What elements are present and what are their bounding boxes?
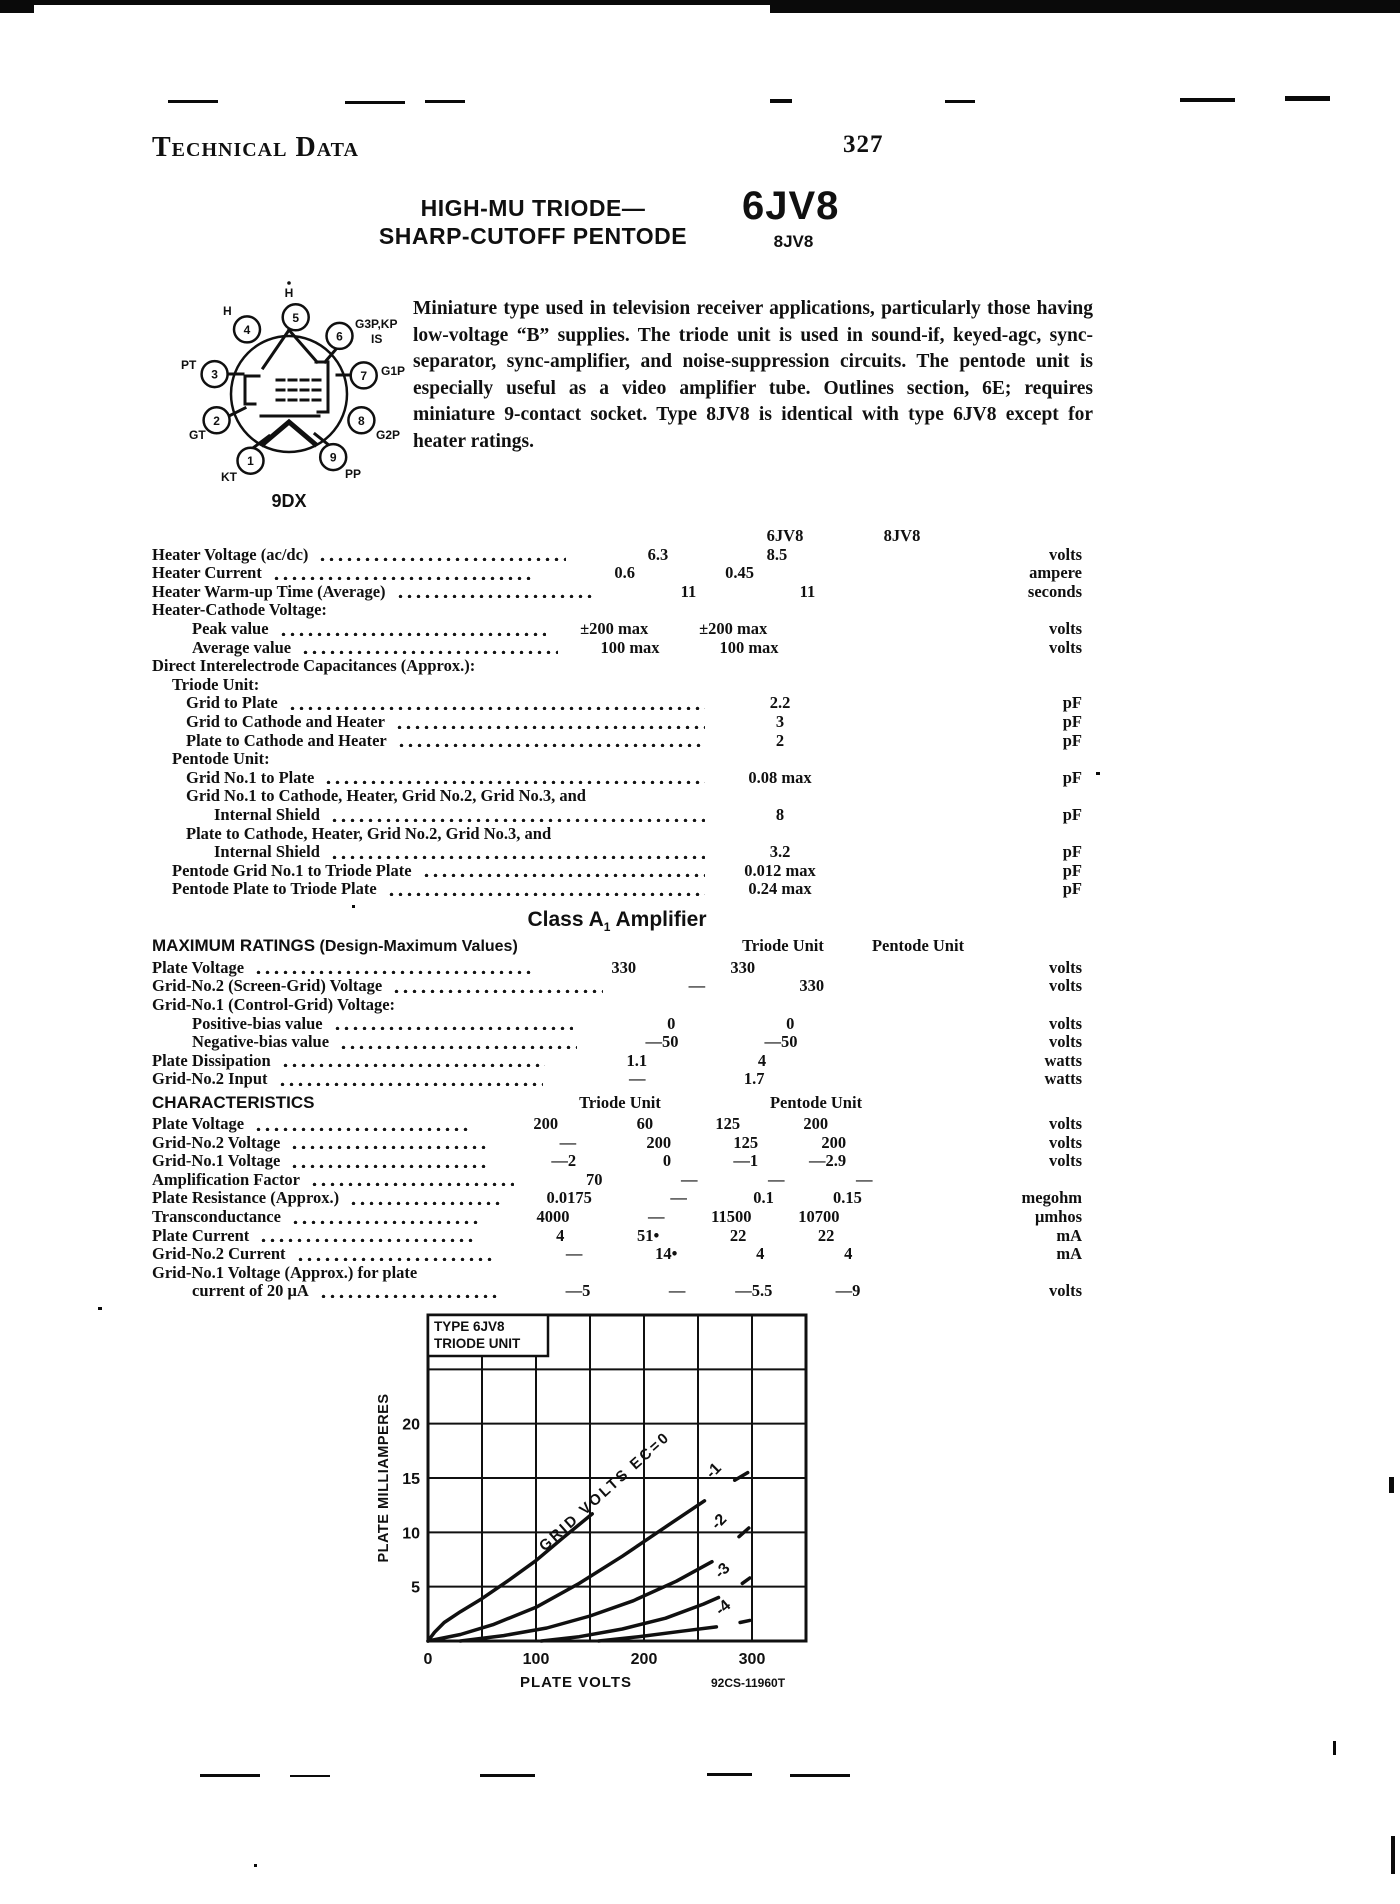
row-label: Grid No.1 to Cathode, Heater, Grid No.2, Grid No.3, and [186, 786, 586, 806]
scan-artifact [1333, 1741, 1336, 1755]
dot-leader [339, 1042, 576, 1049]
table-row [152, 639, 1082, 658]
pin-label-pp: PP [345, 467, 362, 481]
chart-title-line-1: TYPE 6JV8 [434, 1319, 505, 1334]
value: 8 [775, 804, 785, 824]
row-label: Pentode Plate to Triode Plate [172, 879, 377, 899]
value-pentode-1: 14• [655, 1244, 678, 1264]
y-tick-label: 10 [402, 1525, 420, 1543]
value-pentode: 330 [730, 957, 756, 977]
unit: mA [1056, 1244, 1082, 1264]
x-axis-label: PLATE VOLTS [519, 1674, 633, 1691]
value-pentode-3: 4 [844, 1244, 853, 1264]
maximum-ratings-paren: (Design-Maximum Values) [315, 937, 518, 955]
dot-leader [279, 629, 547, 636]
x-tick-label: 0 [423, 1651, 433, 1668]
row-label: Average value [192, 637, 292, 657]
value-6jv8: 6.3 [647, 544, 669, 564]
value-pentode-1: — [668, 1281, 686, 1301]
dot-leader [296, 1254, 494, 1261]
scan-artifact [98, 1307, 102, 1310]
value-pentode-2: 125 [715, 1114, 741, 1134]
value-pentode-3: 200 [821, 1132, 847, 1152]
unit: pF [1062, 842, 1082, 862]
unit: pF [1062, 693, 1082, 713]
pin-number: 7 [360, 368, 368, 383]
page-number: 327 [843, 131, 884, 158]
scan-artifact [770, 0, 1400, 13]
pin-label-g1p: G1P [381, 364, 406, 378]
dot-leader [281, 1060, 545, 1067]
value-8jv8: 11 [799, 581, 816, 601]
row-label: Grid to Cathode and Heater [186, 711, 385, 731]
column-header-pentode-unit: Pentode Unit [871, 935, 965, 955]
table-row [152, 1152, 1082, 1171]
value-triode: 70 [586, 1169, 603, 1189]
value-triode: 4 [556, 1225, 565, 1245]
unit: volts [1049, 1132, 1082, 1152]
heading-subscript: 1 [603, 920, 611, 935]
row-label: Grid-No.2 Voltage [152, 1132, 281, 1152]
value-triode: — [565, 1244, 583, 1264]
chart-drawing-code: 92CS-11960T [710, 1676, 786, 1690]
row-label: Internal Shield [214, 842, 320, 862]
value-triode: — [688, 976, 706, 996]
value-pentode-3: — [856, 1169, 873, 1189]
table-row [152, 1134, 1082, 1153]
y-tick-label: 5 [411, 1579, 420, 1597]
value-pentode: 330 [799, 976, 825, 996]
dot-leader [301, 647, 557, 654]
unit: pF [1062, 804, 1082, 824]
dot-leader [349, 1198, 503, 1205]
value-pentode-1: — [648, 1207, 665, 1226]
pin-number: 4 [243, 322, 251, 337]
value-triode: —5 [565, 1281, 591, 1301]
value-triode: 1.1 [626, 1050, 648, 1070]
dot-leader [324, 777, 705, 784]
unit: volts [1049, 544, 1082, 564]
table-row [152, 843, 1082, 862]
row-label: Heater-Cathode Voltage: [152, 600, 327, 620]
value: 0.012 max [744, 860, 816, 880]
row-label: Grid-No.2 Current [152, 1244, 286, 1264]
table-row [152, 787, 1082, 806]
scan-artifact [290, 1775, 330, 1777]
heading-text: Amplifier [610, 907, 707, 931]
dot-leader [333, 1023, 574, 1030]
value-triode: 330 [611, 957, 637, 977]
value-6jv8: 100 max [600, 637, 660, 657]
tube-type-main: 6JV8 [742, 184, 840, 228]
table-row [152, 694, 1082, 713]
dot-leader [330, 852, 705, 859]
column-header-pentode-unit: Pentode Unit [769, 1093, 863, 1113]
row-label: current of 20 μA [192, 1281, 309, 1301]
document-title [370, 194, 696, 250]
x-tick-label: 300 [738, 1651, 766, 1668]
value-triode: —50 [645, 1032, 679, 1052]
y-tick-label: 15 [402, 1471, 420, 1488]
curve--3 [541, 1598, 718, 1642]
value-pentode: 1.7 [743, 1069, 765, 1089]
value: 0.08 max [748, 767, 812, 787]
row-label: Plate Voltage [152, 1114, 245, 1134]
pin-label-kt: KT [221, 470, 237, 484]
value-triode: —2 [551, 1151, 577, 1171]
curve--4 [740, 1620, 750, 1622]
value-8jv8: 0.45 [725, 563, 754, 583]
y-tick-label: 20 [402, 1416, 420, 1434]
curve--2 [460, 1562, 712, 1641]
value-triode: 200 [533, 1114, 559, 1134]
dot-leader [330, 815, 705, 822]
dot-leader [272, 573, 533, 580]
value-triode: — [559, 1132, 577, 1152]
column-header-triode-unit: Triode Unit [742, 935, 824, 955]
value-pentode-2: — [768, 1169, 785, 1189]
plate-characteristics-chart [308, 1296, 828, 1701]
unit: pF [1062, 767, 1082, 787]
table-row [152, 620, 1082, 639]
row-label: Grid-No.1 Voltage (Approx.) for plate [152, 1262, 418, 1282]
row-label: Pentode Grid No.1 to Triode Plate [172, 860, 412, 880]
dot-leader [387, 889, 705, 896]
row-label: Plate to Cathode and Heater [186, 730, 387, 750]
table-row [152, 806, 1082, 825]
row-label: Pentode Unit: [172, 749, 270, 769]
y-axis-label: PLATE MILLIAMPERES [376, 1393, 392, 1563]
value: 3.2 [769, 842, 791, 862]
table-row [152, 657, 1082, 676]
table-row [152, 862, 1082, 881]
unit: watts [1044, 1069, 1083, 1089]
value-pentode: 4 [757, 1050, 767, 1070]
dot-leader [397, 740, 705, 747]
table-row [152, 769, 1082, 788]
maximum-ratings-label: MAXIMUM RATINGS [152, 935, 316, 955]
table-row [152, 825, 1082, 844]
unit: volts [1049, 1032, 1082, 1052]
value-pentode-2: 22 [729, 1225, 747, 1245]
table-row [152, 676, 1082, 695]
tube-basing-diagram [165, 276, 421, 526]
section-heading-class-a1 [152, 907, 1082, 933]
scan-artifact [200, 1774, 260, 1777]
table-row [152, 546, 1082, 565]
scan-artifact [707, 1773, 752, 1776]
row-label: Negative-bias value [192, 1032, 330, 1052]
row-label: Plate Resistance (Approx.) [152, 1188, 340, 1208]
unit: volts [1049, 1114, 1082, 1134]
table-row [152, 1245, 1082, 1264]
curve-label: -4 [712, 1596, 735, 1620]
ratings-tables [152, 527, 1082, 1301]
pin-number: 5 [292, 310, 300, 325]
description-paragraph: Miniature type used in television receiver applications, particularly those having low-voltage “B” supplies. The triode unit is used in sound-if, keyed-agc, sync-separator, sync-amplifier, and noise-suppression circuits. The pentode unit is especially useful as a video amplifier tube. Outlines section, 6E; requires miniature 9-contact socket. Type 8JV8 is identical with type 6JV8 except for heater ratings. [413, 298, 1093, 452]
value-pentode-2: —5.5 [735, 1281, 773, 1301]
table-row [152, 1070, 1082, 1089]
title-line-1: HIGH-MU TRIODE— [420, 195, 646, 221]
row-label: Triode Unit: [172, 674, 260, 694]
unit [879, 1171, 1083, 1190]
row-label: Grid No.1 to Plate [186, 767, 315, 787]
value-pentode: 0 [786, 1013, 795, 1033]
row-label: Plate to Cathode, Heater, Grid No.2, Grid No.3, and [186, 823, 552, 843]
value-pentode-2: —1 [733, 1151, 759, 1171]
value-pentode-2: 0.1 [753, 1188, 774, 1208]
value-pentode-3: 0.15 [832, 1188, 862, 1208]
unit: watts [1044, 1050, 1083, 1070]
dot-leader [422, 870, 705, 877]
row-label: Grid-No.2 (Screen-Grid) Voltage [152, 976, 383, 996]
value: 3 [775, 711, 785, 731]
table-row [152, 880, 1082, 899]
column-header-triode-unit: Triode Unit [579, 1093, 661, 1113]
table-row [152, 732, 1082, 751]
scan-artifact [0, 0, 34, 13]
table-row [152, 977, 1082, 996]
scan-artifact [770, 99, 792, 103]
curve--1 [735, 1473, 748, 1481]
row-label: Plate Current [152, 1225, 250, 1245]
value-8jv8: 100 max [719, 637, 779, 657]
scan-artifact [1285, 96, 1330, 101]
characteristics-header [152, 1091, 1082, 1115]
dot-leader [291, 1217, 481, 1224]
scan-artifact [1180, 98, 1235, 102]
dot-leader [288, 703, 705, 710]
unit: pF [1062, 879, 1082, 899]
pin-number: 9 [329, 450, 337, 465]
basing-code: 9DX [271, 491, 307, 511]
heading-text: Class A [527, 907, 604, 931]
dot-leader [290, 1161, 487, 1168]
unit: pF [1062, 860, 1082, 880]
dot-leader [259, 1235, 475, 1242]
value-6jv8: 0.6 [614, 563, 635, 583]
row-label: Grid-No.1 Voltage [152, 1151, 281, 1171]
table-row [152, 1189, 1082, 1208]
scan-artifact [345, 101, 405, 104]
unit: mA [1056, 1225, 1082, 1245]
x-tick-label: 100 [522, 1651, 550, 1668]
table-row [152, 601, 1082, 620]
table-row [152, 1264, 1082, 1283]
unit: volts [1049, 957, 1082, 977]
pin-number: 3 [211, 367, 218, 382]
value-6jv8: 11 [680, 581, 697, 601]
scan-artifact [1389, 1477, 1394, 1493]
pin-label-is: IS [371, 332, 383, 346]
unit: pF [1062, 730, 1082, 750]
scan-artifact [168, 100, 218, 103]
row-label: Internal Shield [214, 804, 320, 824]
value-pentode-2: 125 [733, 1132, 759, 1152]
pin-label-h4: H [223, 304, 232, 318]
table-row [152, 1171, 1082, 1190]
unit: volts [1049, 976, 1082, 996]
curve--3 [742, 1578, 750, 1583]
scan-artifact [945, 100, 975, 103]
scan-artifact [425, 100, 465, 103]
row-label: Plate Voltage [152, 957, 245, 977]
table-row [152, 1033, 1082, 1052]
unit: seconds [1027, 581, 1083, 601]
value-pentode-3: —9 [835, 1281, 861, 1301]
table-row [152, 1227, 1082, 1246]
unit: volts [1049, 637, 1082, 657]
scan-artifact [480, 1774, 535, 1777]
pin-label-pt: PT [181, 358, 197, 372]
pin-label-g2p: G2P [376, 428, 401, 442]
curve-label: -3 [711, 1559, 734, 1582]
curve-family-label: GRID VOLTS EC=0 [535, 1428, 674, 1555]
maximum-ratings-header [152, 933, 1082, 959]
value-pentode: —50 [764, 1032, 798, 1052]
unit: pF [1062, 711, 1082, 731]
pin-number: 2 [213, 413, 220, 428]
unit: μmhos [1035, 1207, 1082, 1226]
table-row [152, 959, 1082, 978]
pin-label-h5: H [284, 286, 294, 300]
value: 2 [775, 730, 785, 750]
unit: volts [1049, 618, 1083, 638]
table-row [152, 1052, 1082, 1071]
value-pentode-1: 51• [637, 1225, 660, 1245]
running-header: Technical Data [152, 132, 359, 163]
unit: volts [1049, 1151, 1082, 1171]
value-pentode-1: 60 [636, 1114, 654, 1134]
pin-number: 6 [336, 329, 343, 344]
dot-leader [310, 1179, 514, 1186]
scan-artifact [1096, 772, 1100, 775]
tube-envelope [231, 336, 347, 452]
scan-artifact [1391, 1836, 1395, 1874]
value-8jv8: ±200 max [699, 618, 768, 638]
dot-leader [254, 1124, 469, 1131]
value-triode: — [628, 1069, 646, 1089]
unit: ampere [1029, 563, 1082, 583]
value-pentode-3: 10700 [798, 1207, 840, 1226]
x-tick-label: 200 [630, 1651, 658, 1668]
table-row [152, 1208, 1082, 1227]
value-pentode-1: — [681, 1169, 698, 1189]
pin5-heater-dot [287, 281, 291, 285]
table-row [152, 564, 1082, 583]
value-6jv8: ±200 max [580, 618, 649, 638]
row-label: Grid-No.1 (Control-Grid) Voltage: [152, 995, 396, 1015]
dot-leader [392, 986, 603, 993]
pin-label-gt: GT [189, 428, 206, 442]
value-pentode-1: — [670, 1188, 687, 1208]
row-label: Plate Dissipation [152, 1050, 271, 1070]
row-label: Heater Current [152, 563, 262, 583]
row-label: Amplification Factor [152, 1169, 301, 1189]
table-row [152, 750, 1082, 769]
value-pentode-3: 22 [817, 1225, 835, 1245]
table-header-row [152, 527, 1082, 546]
curve-label: -1 [702, 1459, 725, 1482]
column-header-6jv8: 6JV8 [766, 526, 804, 545]
pin-number: 1 [247, 454, 254, 468]
value-pentode-1: 200 [646, 1132, 672, 1152]
value-pentode-3: 200 [803, 1114, 829, 1134]
row-label: Heater Voltage (ac/dc) [152, 544, 309, 564]
row-label: Grid-No.2 Input [152, 1069, 268, 1089]
value: 0.24 max [748, 879, 812, 899]
row-label: Grid to Plate [186, 693, 278, 713]
value-pentode-2: 4 [756, 1244, 765, 1264]
table-row [152, 583, 1082, 602]
row-label: Positive-bias value [192, 1013, 323, 1033]
dot-leader [290, 1142, 487, 1149]
curve-label: -2 [708, 1510, 731, 1534]
chart-title-line-2: TRIODE UNIT [434, 1336, 521, 1351]
characteristics-label: CHARACTERISTICS [152, 1093, 315, 1113]
scan-artifact [254, 1864, 257, 1867]
table-row [152, 1115, 1082, 1134]
chart-grid-and-curves [402, 1315, 806, 1668]
table-row [152, 996, 1082, 1015]
row-label: Heater Warm-up Time (Average) [152, 581, 386, 601]
pin-number: 8 [358, 413, 365, 428]
value-pentode-1: 0 [662, 1151, 672, 1171]
row-label: Transconductance [152, 1207, 281, 1226]
value-triode: 0 [667, 1013, 676, 1033]
dot-leader [395, 722, 705, 729]
table-row [152, 713, 1082, 732]
value-pentode-3: —2.9 [809, 1151, 847, 1171]
dot-leader [278, 1079, 544, 1086]
value-8jv8: 8.5 [766, 544, 788, 564]
dot-leader [396, 591, 595, 598]
dot-leader [318, 554, 566, 561]
pin-label-g3p: G3P,KP [355, 317, 398, 331]
value-triode: 0.0175 [546, 1188, 592, 1208]
value-pentode-2: 11500 [711, 1207, 752, 1226]
row-label: Peak value [192, 618, 269, 638]
value: 2.2 [769, 693, 791, 713]
tube-type-alt: 8JV8 [773, 232, 814, 251]
column-header-8jv8: 8JV8 [883, 526, 921, 545]
table-row [152, 1015, 1082, 1034]
unit: volts [1049, 1013, 1082, 1033]
scan-artifact [790, 1774, 850, 1777]
title-line-2: SHARP-CUTOFF PENTODE [378, 223, 688, 249]
row-label: Direct Interelectrode Capacitances (Approx.): [152, 656, 476, 676]
value-triode: 4000 [536, 1207, 570, 1226]
unit: volts [1049, 1281, 1083, 1301]
unit: megohm [1021, 1188, 1082, 1208]
dot-leader [254, 967, 534, 974]
